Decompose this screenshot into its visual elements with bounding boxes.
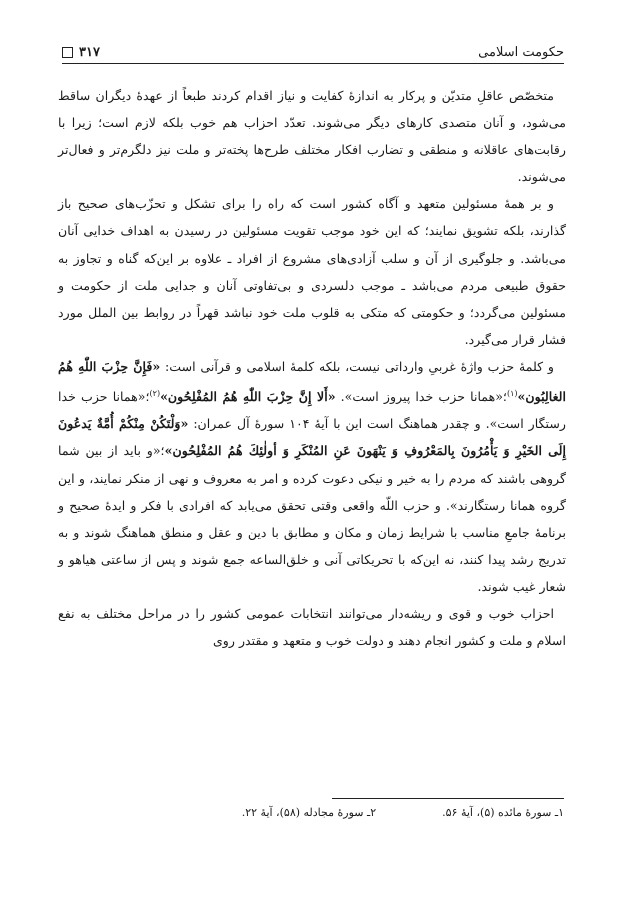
paragraph-3-text-d: ؛«و باید از بین شما گروهی باشند که مردم را به خیر و نیکی دعوت کرده و امر به معروف و نهی از منکر نمایند، و این گروه همانا رستگارند». و حزب اللّه واقعی وقتی تحقق می‌یابد که افرادی با فکر و ایدهٔ صحیح و برنامهٔ جامعِ مناسب با شرایط زمان و مکان و مطابق با دین و عقل و منطق هماهنگ شوند و به تدریج رشد پیدا کنند، نه این‌که با تحریکاتی آنی و خلق‌الساعه جمع شوند و پس از ساعتی هیاهو و شعار غیب شوند. xyxy=(58,443,566,594)
quran-quote-2: «أَلا إِنَّ حِزْبَ اللّٰهِ هُمُ المُفْلِحُون» xyxy=(160,389,336,405)
footnotes xyxy=(62,806,564,819)
footnote-rule xyxy=(332,798,564,799)
running-header xyxy=(62,38,564,60)
header-rule xyxy=(62,63,564,64)
footnote-ref-2[interactable]: (۲) xyxy=(149,389,161,399)
paragraph-3-text-b: ؛«همانا حزب خدا پیروز است». xyxy=(335,389,507,405)
paragraph-3 xyxy=(58,353,566,600)
footnote-1: ۱ـ سورهٔ مائده (۵)، آیهٔ ۵۶. xyxy=(442,806,564,819)
paragraph-3-text-c: ؛«همانا حزب خدا رستگار است». و چقدر هماهنگ است این با آیهٔ ۱۰۴ سورهٔ آل عمران: xyxy=(58,389,566,432)
paragraph-3-text-a: و کلمهٔ حزب واژهٔ غربیِ وارداتی نیست، بلکه کلمهٔ اسلامی و قرآنی است: xyxy=(160,358,554,374)
paragraph-1: متخصّص عاقلِ متدیّن و پرکار به اندازهٔ کفایت و نیاز اقدام کردند طبعاً از عهدهٔ دیگران ساقط می‌شود، و آنان متصدی کارهای دیگر می‌شوند. تعدّد احزاب هم خوب بلکه لازم است؛ زیرا با رقابت‌های عاقلانه و منطقی و تضارب افکار مختلف طرح‌ها پخته‌تر و ملت نیز دلگرم‌تر و فعال‌تر می‌شوند. xyxy=(58,88,566,185)
page-number-block xyxy=(62,45,100,60)
quran-quote-3: «وَلْتَكُنْ مِنْكُمْ أُمَّةٌ يَدعُونَ إِلَى الخَيْرِ وَ يَأْمُرُونَ بِالمَعْرُوفِ وَ يَنْهَونَ عَنِ المُنْكَرِ وَ أولٰئِكَ هُمُ المُفْلِحُون» xyxy=(58,416,567,459)
running-title: حکومت اسلامی xyxy=(478,45,564,60)
page-number: ۳۱۷ xyxy=(79,45,100,60)
footnote-ref-1[interactable]: (۱) xyxy=(506,389,518,399)
paragraph-4: احزاب خوب و قوی و ریشه‌دار می‌توانند انتخابات عمومی کشور را در مراحل مختلف به نفع اسلام و ملت و کشور انجام دهند و دولت خوب و متعهد و مقتدر روی xyxy=(58,605,566,649)
square-icon xyxy=(62,47,73,58)
footnote-2: ۲ـ سورهٔ مجادله (۵۸)، آیهٔ ۲۲. xyxy=(241,806,377,819)
paragraph-2: و بر همهٔ مسئولین متعهد و آگاه کشور است که راه را برای تشکل و تحزّب‌های صحیح باز گذارند، بلکه تشویق نمایند؛ که این خود موجب تقویت مسئولین در رسیدن به اهداف خدایی آنان می‌باشد. و جلوگیری از آن و سلب آزادی‌های مشروع از افراد ـ علاوه بر این‌که گناه و تجاوز به حقوق طبیعی مردم می‌باشد ـ موجب دلسردی و بی‌تفاوتی آنان و جدایی ملت از حکومت و مسئولین می‌گردد؛ و حکومتی که متکی به قلوب ملت خود نباشد قهراً در روابط بین الملل مورد فشار قرار می‌گیرد. xyxy=(58,196,566,347)
quran-quote-1: «فَإِنَّ حِزْبَ اللّٰهِ هُمُ الغالِبُون» xyxy=(58,358,566,405)
body-text xyxy=(58,82,566,654)
